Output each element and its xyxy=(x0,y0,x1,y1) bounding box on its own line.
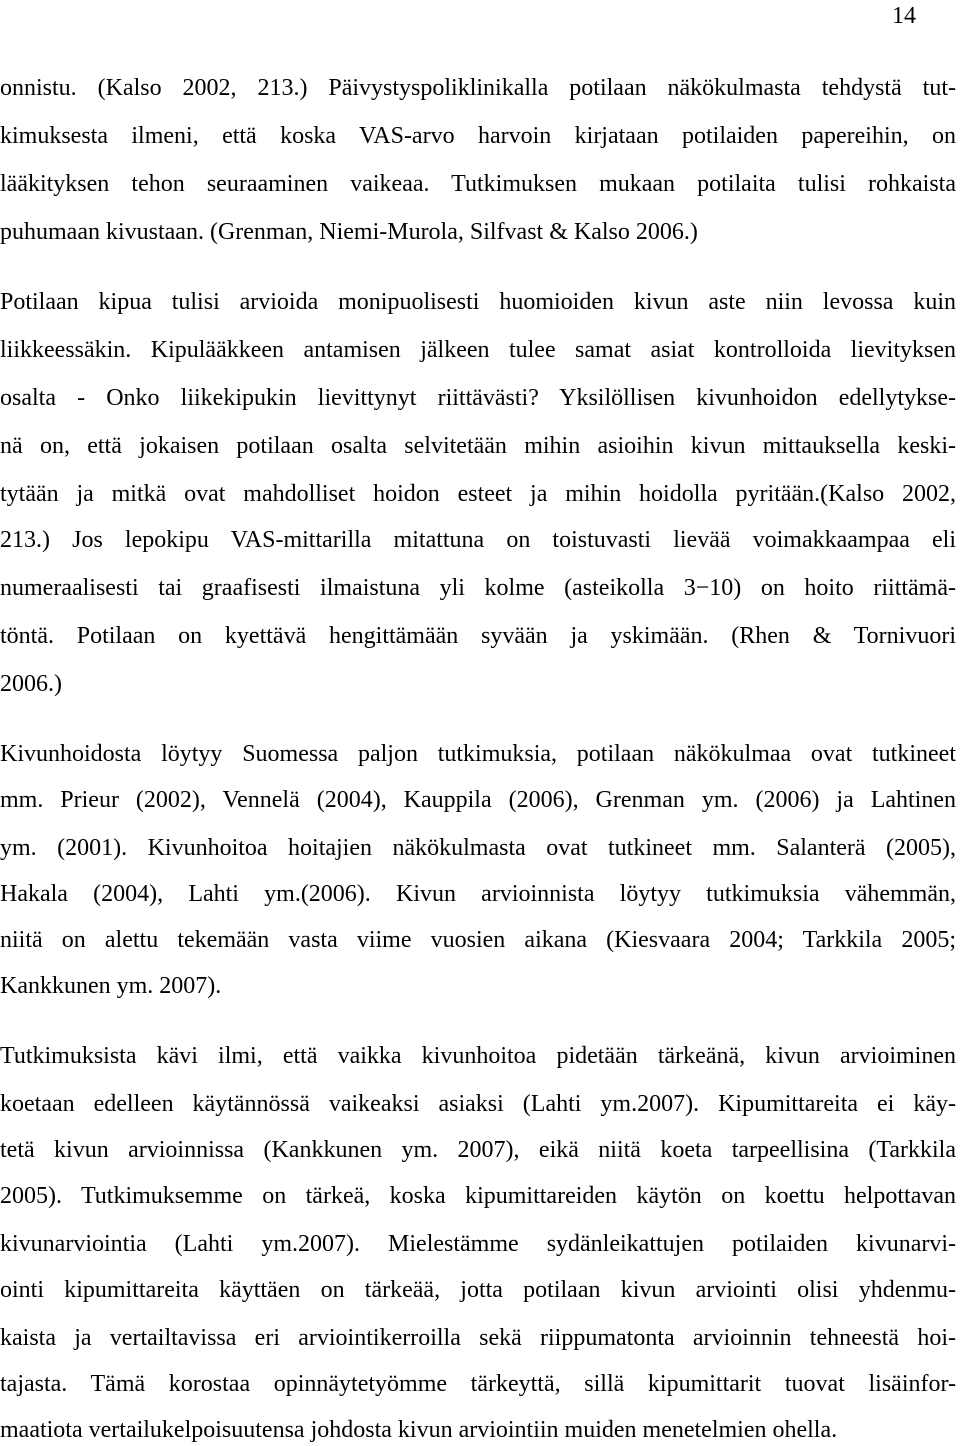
text-line: 2005). Tutkimuksemme on tärkeä, koska kipumittareiden käytön on koettu helpottavan xyxy=(0,1183,956,1209)
text-line: töntä. Potilaan on kyettävä hengittämään syvään ja yskimään. (Rhen & Tornivuori xyxy=(0,623,956,649)
text-line: tajasta. Tämä korostaa opinnäytetyömme tärkeyttä, sillä kipumittarit tuovat lisäinfor- xyxy=(0,1371,956,1397)
text-line: ym. (2001). Kivunhoitoa hoitajien näkökulmasta ovat tutkineet mm. Salanterä (2005), xyxy=(0,835,956,861)
text-line: ointi kipumittareita käyttäen on tärkeää, jotta potilaan kivun arviointi olisi yhdenmu- xyxy=(0,1277,956,1303)
text-line: koetaan edelleen käytännössä vaikeaksi asiaksi (Lahti ym.2007). Kipumittareita ei käy- xyxy=(0,1091,956,1117)
text-line: puhumaan kivustaan. (Grenman, Niemi-Murola, Silfvast & Kalso 2006.) xyxy=(0,219,698,245)
text-line: kivunarviointia (Lahti ym.2007). Mielestämme sydänleikattujen potilaiden kivunarvi- xyxy=(0,1231,956,1257)
text-line: Tutkimuksista kävi ilmi, että vaikka kivunhoitoa pidetään tärkeänä, kivun arvioiminen xyxy=(0,1043,956,1069)
text-line: tetä kivun arvioinnissa (Kankkunen ym. 2007), eikä niitä koeta tarpeellisina (Tarkkila xyxy=(0,1137,956,1163)
page-number: 14 xyxy=(892,3,916,29)
text-line: lääkityksen tehon seuraaminen vaikeaa. Tutkimuksen mukaan potilaita tulisi rohkaista xyxy=(0,171,956,197)
text-line: mm. Prieur (2002), Vennelä (2004), Kauppila (2006), Grenman ym. (2006) ja Lahtinen xyxy=(0,787,956,813)
text-line: Hakala (2004), Lahti ym.(2006). Kivun arvioinnista löytyy tutkimuksia vähemmän, xyxy=(0,881,956,907)
text-line: kaista ja vertailtavissa eri arviointikerroilla sekä riippumatonta arvioinnin tehneestä hoi- xyxy=(0,1325,956,1351)
text-line: tytään ja mitkä ovat mahdolliset hoidon esteet ja mihin hoidolla pyritään.(Kalso 2002, xyxy=(0,481,956,507)
text-line: Kankkunen ym. 2007). xyxy=(0,973,222,999)
text-line: 213.) Jos lepokipu VAS-mittarilla mitattuna on toistuvasti lievää voimakkaampaa eli xyxy=(0,527,956,553)
text-line: osalta - Onko liikekipukin lievittynyt riittävästi? Yksilöllisen kivunhoidon edellytykse- xyxy=(0,385,956,411)
text-line: 2006.) xyxy=(0,671,62,697)
text-line: numeraalisesti tai graafisesti ilmaistuna yli kolme (asteikolla 3−10) on hoito riittämä- xyxy=(0,575,956,601)
text-line: Potilaan kipua tulisi arvioida monipuolisesti huomioiden kivun aste niin levossa kuin xyxy=(0,289,956,315)
text-line: nä on, että jokaisen potilaan osalta selvitetään mihin asioihin kivun mittauksella keski- xyxy=(0,433,956,459)
text-line: maatiota vertailukelpoisuutensa johdosta kivun arviointiin muiden menetelmien ohella. xyxy=(0,1417,838,1443)
text-line: Kivunhoidosta löytyy Suomessa paljon tutkimuksia, potilaan näkökulmaa ovat tutkineet xyxy=(0,741,956,767)
text-line: kimuksesta ilmeni, että koska VAS-arvo harvoin kirjataan potilaiden papereihin, on xyxy=(0,123,956,149)
text-line: liikkeessäkin. Kipulääkkeen antamisen jälkeen tulee samat asiat kontrolloida lievityksen xyxy=(0,337,956,363)
text-line: niitä on alettu tekemään vasta viime vuosien aikana (Kiesvaara 2004; Tarkkila 2005; xyxy=(0,927,956,953)
text-line: onnistu. (Kalso 2002, 213.) Päivystyspoliklinikalla potilaan näkökulmasta tehdystä tut- xyxy=(0,75,956,101)
